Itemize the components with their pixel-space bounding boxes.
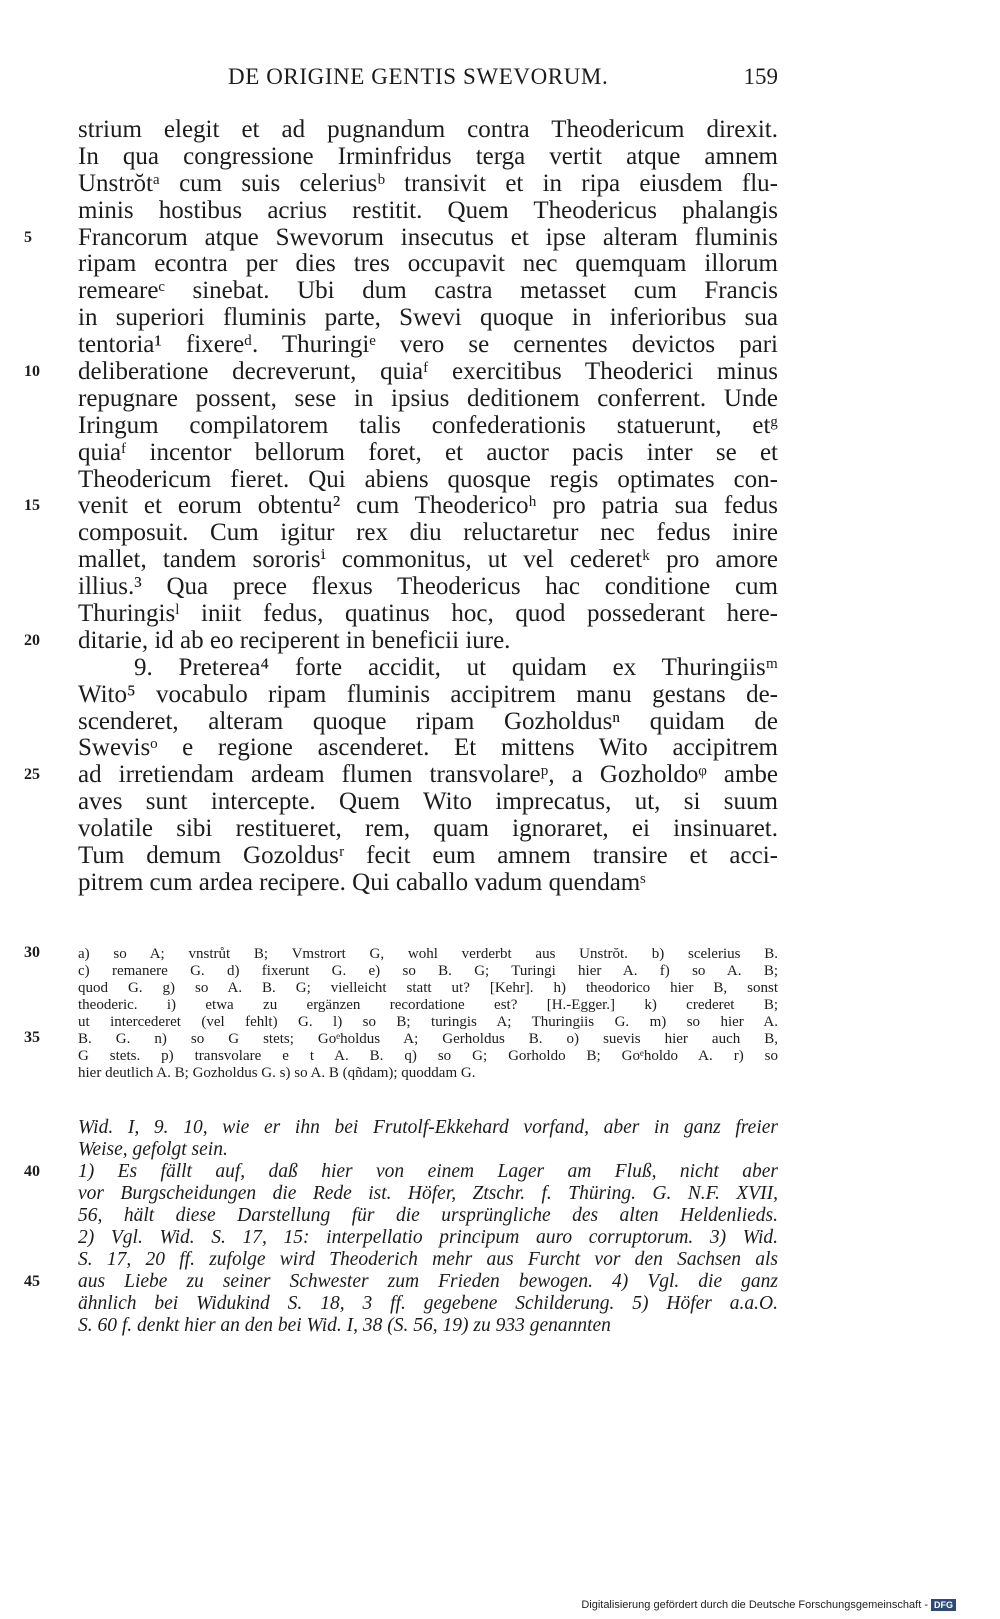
apparatus-text: quod G. g) so A. B. G; vielleicht statt ut? [Kehr]. h) theodorico hier B, sonst — [78, 980, 778, 996]
body-line — [78, 601, 778, 628]
line-number: 10 — [24, 363, 40, 381]
apparatus-text: a) so A; vnstrůt B; Vmstrort G, wohl verderbt aus Unstrŏt. b) scelerius B. — [78, 946, 778, 962]
line-number: 20 — [24, 631, 40, 649]
commentary-notes — [24, 1117, 778, 1337]
body-line — [78, 467, 778, 494]
commentary-text: S. 17, 20 ff. zufolge wird Theoderich mehr aus Furcht vor den Sachsen als — [78, 1249, 778, 1270]
body-text: mallet, tandem sororisⁱ commonitus, ut vel cederetᵏ pro amore — [78, 546, 778, 574]
commentary-text: 1) Es fällt auf, daß hier von einem Lager am Fluß, nicht aber — [78, 1161, 778, 1182]
body-text: Swevisᵒ e regione ascenderet. Et mittens Wito accipitrem — [78, 734, 778, 762]
body-line — [78, 332, 778, 359]
apparatus-text: c) remanere G. d) fixerunt G. e) so B. G; Turingi hier A. f) so A. B; — [78, 963, 778, 979]
body-line — [78, 305, 778, 332]
body-text: repugnare possent, sese in ipsius deditionem conferrent. Unde — [78, 384, 778, 412]
commentary-text: ähnlich bei Widukind S. 18, 3 ff. gegebene Schilderung. 5) Höfer a.a.O. — [78, 1293, 778, 1314]
running-header — [78, 64, 778, 94]
body-text: ditarie, id ab eo reciperent in beneficii iure. — [78, 626, 511, 654]
body-text: quiaᶠ incentor bellorum foret, et auctor pacis inter se et — [78, 438, 778, 466]
body-line — [78, 574, 778, 601]
commentary-line — [24, 1161, 778, 1183]
body-line — [78, 816, 778, 843]
body-line — [24, 492, 778, 520]
commentary-text: S. 60 f. denkt hier an den bei Wid. I, 38 (S. 56, 19) zu 933 genannten — [78, 1315, 611, 1336]
body-text: venit et eorum obtentu² cum Theodericoʰ pro patria sua fedus — [78, 492, 778, 520]
body-text: Francorum atque Swevorum insecutus et ipse alteram fluminis — [78, 223, 778, 251]
commentary-line — [78, 1293, 778, 1315]
body-text: tentoria¹ fixereᵈ. Thuringiᵉ vero se cernentes devictos pari — [78, 331, 778, 359]
commentary-text: Weise, gefolgt sein. — [78, 1139, 228, 1160]
body-text: Tum demum Gozoldusʳ fecit eum amnem transire et acci- — [78, 842, 778, 870]
line-number: 15 — [24, 497, 40, 515]
body-line — [78, 117, 778, 144]
body-text: scenderet, alteram quoque ripam Gozholdusⁿ quidam de — [78, 707, 778, 735]
apparatus-line — [24, 1029, 778, 1048]
body-line — [24, 358, 778, 386]
page-number: 159 — [743, 64, 778, 89]
body-line — [78, 278, 778, 305]
apparatus-text: B. G. n) so G stets; Goᵉholdus A; Gerholdus B. o) suevis hier auch B, — [78, 1031, 778, 1047]
body-text: Thuringisˡ iniit fedus, quatinus hoc, quod possederant here- — [78, 600, 778, 628]
body-text: composuit. Cum igitur rex diu reluctaretur nec fedus inire — [78, 519, 778, 547]
body-line — [78, 843, 778, 870]
body-text: Unstrŏtᵃ cum suis celeriusᵇ transivit et in ripa eiusdem flu- — [78, 169, 778, 197]
body-line — [78, 655, 778, 682]
body-text: In qua congressione Irminfridus terga vertit atque amnem — [78, 142, 778, 170]
line-number: 5 — [24, 228, 32, 246]
body-text: Iringum compilatorem talis confederationis statuerunt, etᵍ — [78, 411, 778, 439]
apparatus-line — [78, 997, 778, 1014]
body-text: aves sunt intercepte. Quem Wito imprecatus, ut, si suum — [78, 788, 778, 816]
body-line — [78, 682, 778, 709]
dfg-logo: DFG — [931, 1599, 956, 1611]
body-text: deliberatione decreverunt, quiaᶠ exercitibus Theoderici minus — [78, 358, 778, 386]
body-text: minis hostibus acrius restitit. Quem Theodericus phalangis — [78, 196, 778, 224]
digitization-credit — [581, 1599, 956, 1611]
line-number: 25 — [24, 766, 40, 784]
body-text: pitrem cum ardea recipere. Qui caballo vadum quendamˢ — [78, 868, 646, 896]
body-text: ripam econtra per dies tres occupavit nec quemquam illorum — [78, 250, 778, 278]
body-line — [78, 198, 778, 225]
commentary-text: aus Liebe zu seiner Schwester zum Frieden bewogen. 4) Vgl. die ganz — [78, 1271, 778, 1292]
body-line — [24, 626, 778, 655]
commentary-text: 2) Vgl. Wid. S. 17, 15: interpellatio principum auro corruptorum. 3) Wid. — [78, 1227, 778, 1248]
line-number: 45 — [24, 1273, 40, 1290]
body-line — [24, 223, 778, 252]
line-number: 40 — [24, 1163, 40, 1180]
body-text: Theodericum fieret. Qui abiens quosque regis optimates con- — [78, 465, 778, 493]
body-line — [78, 735, 778, 762]
body-line — [78, 440, 778, 467]
apparatus-line — [78, 1065, 778, 1082]
commentary-text: Wid. I, 9. 10, wie er ihn bei Frutolf-Ekkehard vorfand, aber in ganz freier — [78, 1117, 778, 1138]
apparatus-line — [78, 1048, 778, 1065]
body-line — [78, 789, 778, 816]
running-title: DE ORIGINE GENTIS SWEVORUM. — [228, 64, 609, 89]
commentary-line — [78, 1139, 778, 1161]
commentary-line — [78, 1183, 778, 1205]
apparatus-line — [78, 963, 778, 980]
apparatus-text: theoderic. i) etwa zu ergänzen recordatione est? [H.-Egger.] k) crederet B; — [78, 997, 778, 1013]
apparatus-text: hier deutlich A. B; Gozholdus G. s) so A. B (qñdam); quoddam G. — [78, 1065, 476, 1081]
body-text: illius.³ Qua prece flexus Theodericus hac conditione cum — [78, 573, 778, 601]
body-line — [78, 709, 778, 736]
credit-text: Digitalisierung gefördert durch die Deutsche Forschungsgemeinschaft - — [581, 1599, 928, 1611]
commentary-line — [78, 1227, 778, 1249]
body-line — [78, 171, 778, 198]
commentary-line — [78, 1249, 778, 1271]
body-line — [78, 251, 778, 278]
body-text: volatile sibi restitueret, rem, quam ignoraret, ei insinuaret. — [78, 815, 778, 843]
body-text: ad irretiendam ardeam flumen transvolareᵖ, a Gozholdoᵠ ambe — [78, 761, 778, 789]
body-text: Wito⁵ vocabulo ripam fluminis accipitrem manu gestans de- — [78, 680, 778, 708]
line-number: 30 — [24, 944, 40, 961]
commentary-line — [78, 1315, 778, 1337]
body-line — [78, 520, 778, 547]
commentary-text: 56, hält diese Darstellung für die ursprüngliche des alten Heldenlieds. — [78, 1205, 778, 1226]
body-line — [78, 386, 778, 413]
critical-apparatus — [24, 944, 778, 1082]
body-text: in superiori fluminis parte, Swevi quoque in inferioribus sua — [78, 304, 778, 332]
apparatus-line — [78, 980, 778, 997]
commentary-line — [24, 1271, 778, 1293]
commentary-line — [78, 1205, 778, 1227]
main-text — [24, 116, 778, 897]
apparatus-text: G stets. p) transvolare e t A. B. q) so G; Gorholdo B; Goᵉholdo A. r) so — [78, 1048, 778, 1064]
body-line — [78, 413, 778, 440]
apparatus-text: ut intercederet (vel fehlt) G. l) so B; turingis A; Thuringiis G. m) so hier A. — [78, 1014, 778, 1030]
commentary-line — [78, 1117, 778, 1139]
body-line — [78, 547, 778, 574]
body-line — [78, 144, 778, 171]
body-text: strium elegit et ad pugnandum contra Theodericum direxit. — [78, 116, 778, 143]
body-line — [78, 870, 778, 897]
body-text: remeareᶜ sinebat. Ubi dum castra metasset cum Francis — [78, 277, 778, 305]
body-line — [24, 761, 778, 789]
body-text: 9. Preterea⁴ forte accidit, ut quidam ex Thuringiisᵐ — [134, 653, 778, 681]
apparatus-line — [78, 1014, 778, 1031]
commentary-text: vor Burgscheidungen die Rede ist. Höfer, Ztschr. f. Thüring. G. N.F. XVII, — [78, 1183, 778, 1204]
line-number: 35 — [24, 1029, 40, 1046]
apparatus-line — [24, 944, 778, 963]
